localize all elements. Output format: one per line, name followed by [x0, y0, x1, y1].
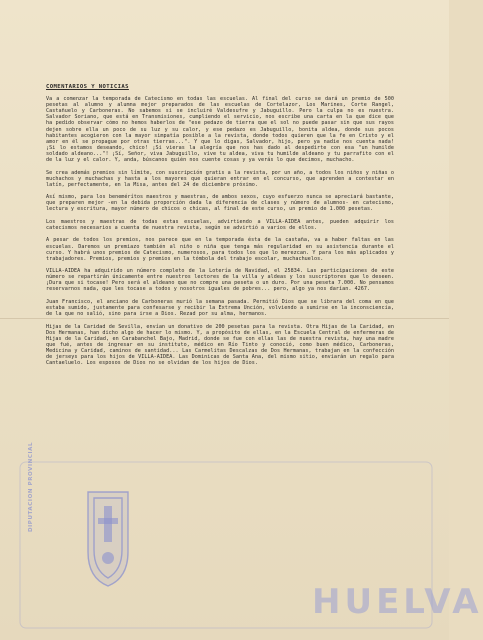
paragraph-premio-maestros: Así mismo, para los benemérítos maestros y maestras, de ambos sexos, cuyo esfuerzo nunca se apreciará bastante, que preparen mejor -en la debida proporción dada la diferencia de clases y número de alumnos- en catecismo, lectura y escritura, mayor número de chicos o chicas, al final de este curso, un premio de 1.000 pesetas.	[46, 194, 394, 213]
stamp-province-name: HUELVA	[312, 582, 483, 622]
paragraph-premios-latin: Se crea además premios sin límite, con suscripción gratis a la revista, por un año, a todos los niños y niñas o muchachos y muchachas y hasta a los mayores que quieran entrar en el concurso, que aprenden a contestar en latín, perfectamente, en la Misa, antes del 24 de diciembre próximo.	[46, 169, 394, 188]
paragraph-loteria: VILLA-AIDEA ha adquirido un número completo de la Lotería de Navidad, el 25834. Las participaciones de este número se repartirán únicamente entre nuestros lectores de la villa y aldeas y los suscriptores que lo deseen. ¡Dura que si tocase! Pero será el aldeano que no compre una peseta o un duro. Por una peseta 7.000. No pensamos reservarnos nada, que les tocase a todos y nosotros iguales de pobres... pero, algo ya nos darían. 4267.	[46, 268, 394, 293]
paragraph-catecismos: Los maestros y maestras de todas estas escuelas, advirtiendo a VILLA-AIDEA antes, pueden adquirir los catecismos necesarios a cuenta de nuestra revista, según se advirtió a varios de ellos.	[46, 218, 394, 231]
paragraph-juan-francisco: Juan Francisco, el anciano de Carboneras murió la semana pasada. Permitió Dios que se librara del coma en que estaba sumido, justamente para confesarse y recibir la Extrema Unción, volviendo a sumirse en la inconsciencia, de la que no salió, sino para irse a Dios. Rezad por su alma, hermanos.	[46, 298, 394, 318]
paragraph-hijas-caridad: Hijas de la Caridad de Sevilla, envían un donativo de 200 pesetas para la revista. Otra Hijas de la Caridad, en Dos Hermanas, han dicho algo de hacer lo mismo. Y, a propósito de ellas, en la Escuela Central de enfermeras de Hijas de la Caridad, en Carabanchel Bajo, Madrid, donde se fue con ellas las de nuestra revista, hay una madre que fué, antes de ingresar en su instituto, médico en Río Tinto y conoció, como buen médico, Carboneras, Medicina y Caridad, caminos de santidad... Las Carmelitas Descalzas de Dos Hermanas, trabajan en la confección de jerseys para los hijos de VILLA-AIDEA. Las Dominicas de Santa Ana, del mismo sitio, enviarán un regalo para Cantaeluelo. Los esposos de Dios no se olvidan de los hijos de Dios.	[46, 323, 394, 367]
stamp-ring-text: DIPUTACION PROVINCIAL	[28, 441, 34, 532]
text-column	[46, 84, 394, 373]
paragraph-asistencia: A pesar de todos los premios, nos parece que en la temporada ésta de la castaña, va a haber faltas en las escuelas. Daremos un premiazo también al niño o niña que tenga más regularidad en su asistencia durante el curso. Y habrá unos premios de Catecismo, numerosos, para todos los que lo merezcan. Y para los más aplicados y trabajadores. Premios, premios y premios en la tómbola del trabajo escolar, muchachuelos.	[46, 237, 394, 262]
section-heading: COMENTARIOS Y NOTICIAS	[46, 84, 129, 90]
paragraph-catecismo: Va a comenzar la temporada de Catecismo en todas las escuelas. Al final del curso se dará un premio de 500 pesetas al alumno y alumna mejor preparados de las escuelas de Cortelazor, Los Marines, Corte Rangel, Castañuelo y Carboneras. No sabemos si se incluiré Valdesufre y Jabuguillo. Pero la culpa no es nuestra. Salvador Soriano, que está en Transmisiones, cumpliendo el servicio, nos escribe una carta en la que dice que ha pedido observar cómo no hemos haberlos de "ese pedazo de tierra que el sol no puede pasar sin que sus rayos dejen sobre ella un poco de su luz y su calor, y ese pedazo es Jabuguillo, bonita aldea, donde sus pocos habitantes acogieron con la mayor simpatía posible a la revista, donde todos quieren que la fe en Cristo y el amor en él se propague por otras tierras...". Y que lo digas, Salvador, hijo, pero ya nadie nos cuenta nada! ¡Si lo estamos deseando, chico! ¡Si vieras la alegría que nos has dado al despedirte con esa "un humilde soldado aldeano..."! ¡Sí, Señor, viva Jabuguillo, vive tu aldea, viva tu humilde aldeano y tu parrafito con el de la luz y el calor. Y, anda, búscanos quién nos cuente cosas y ya verás lo que decimos, muchacho.	[46, 96, 394, 164]
